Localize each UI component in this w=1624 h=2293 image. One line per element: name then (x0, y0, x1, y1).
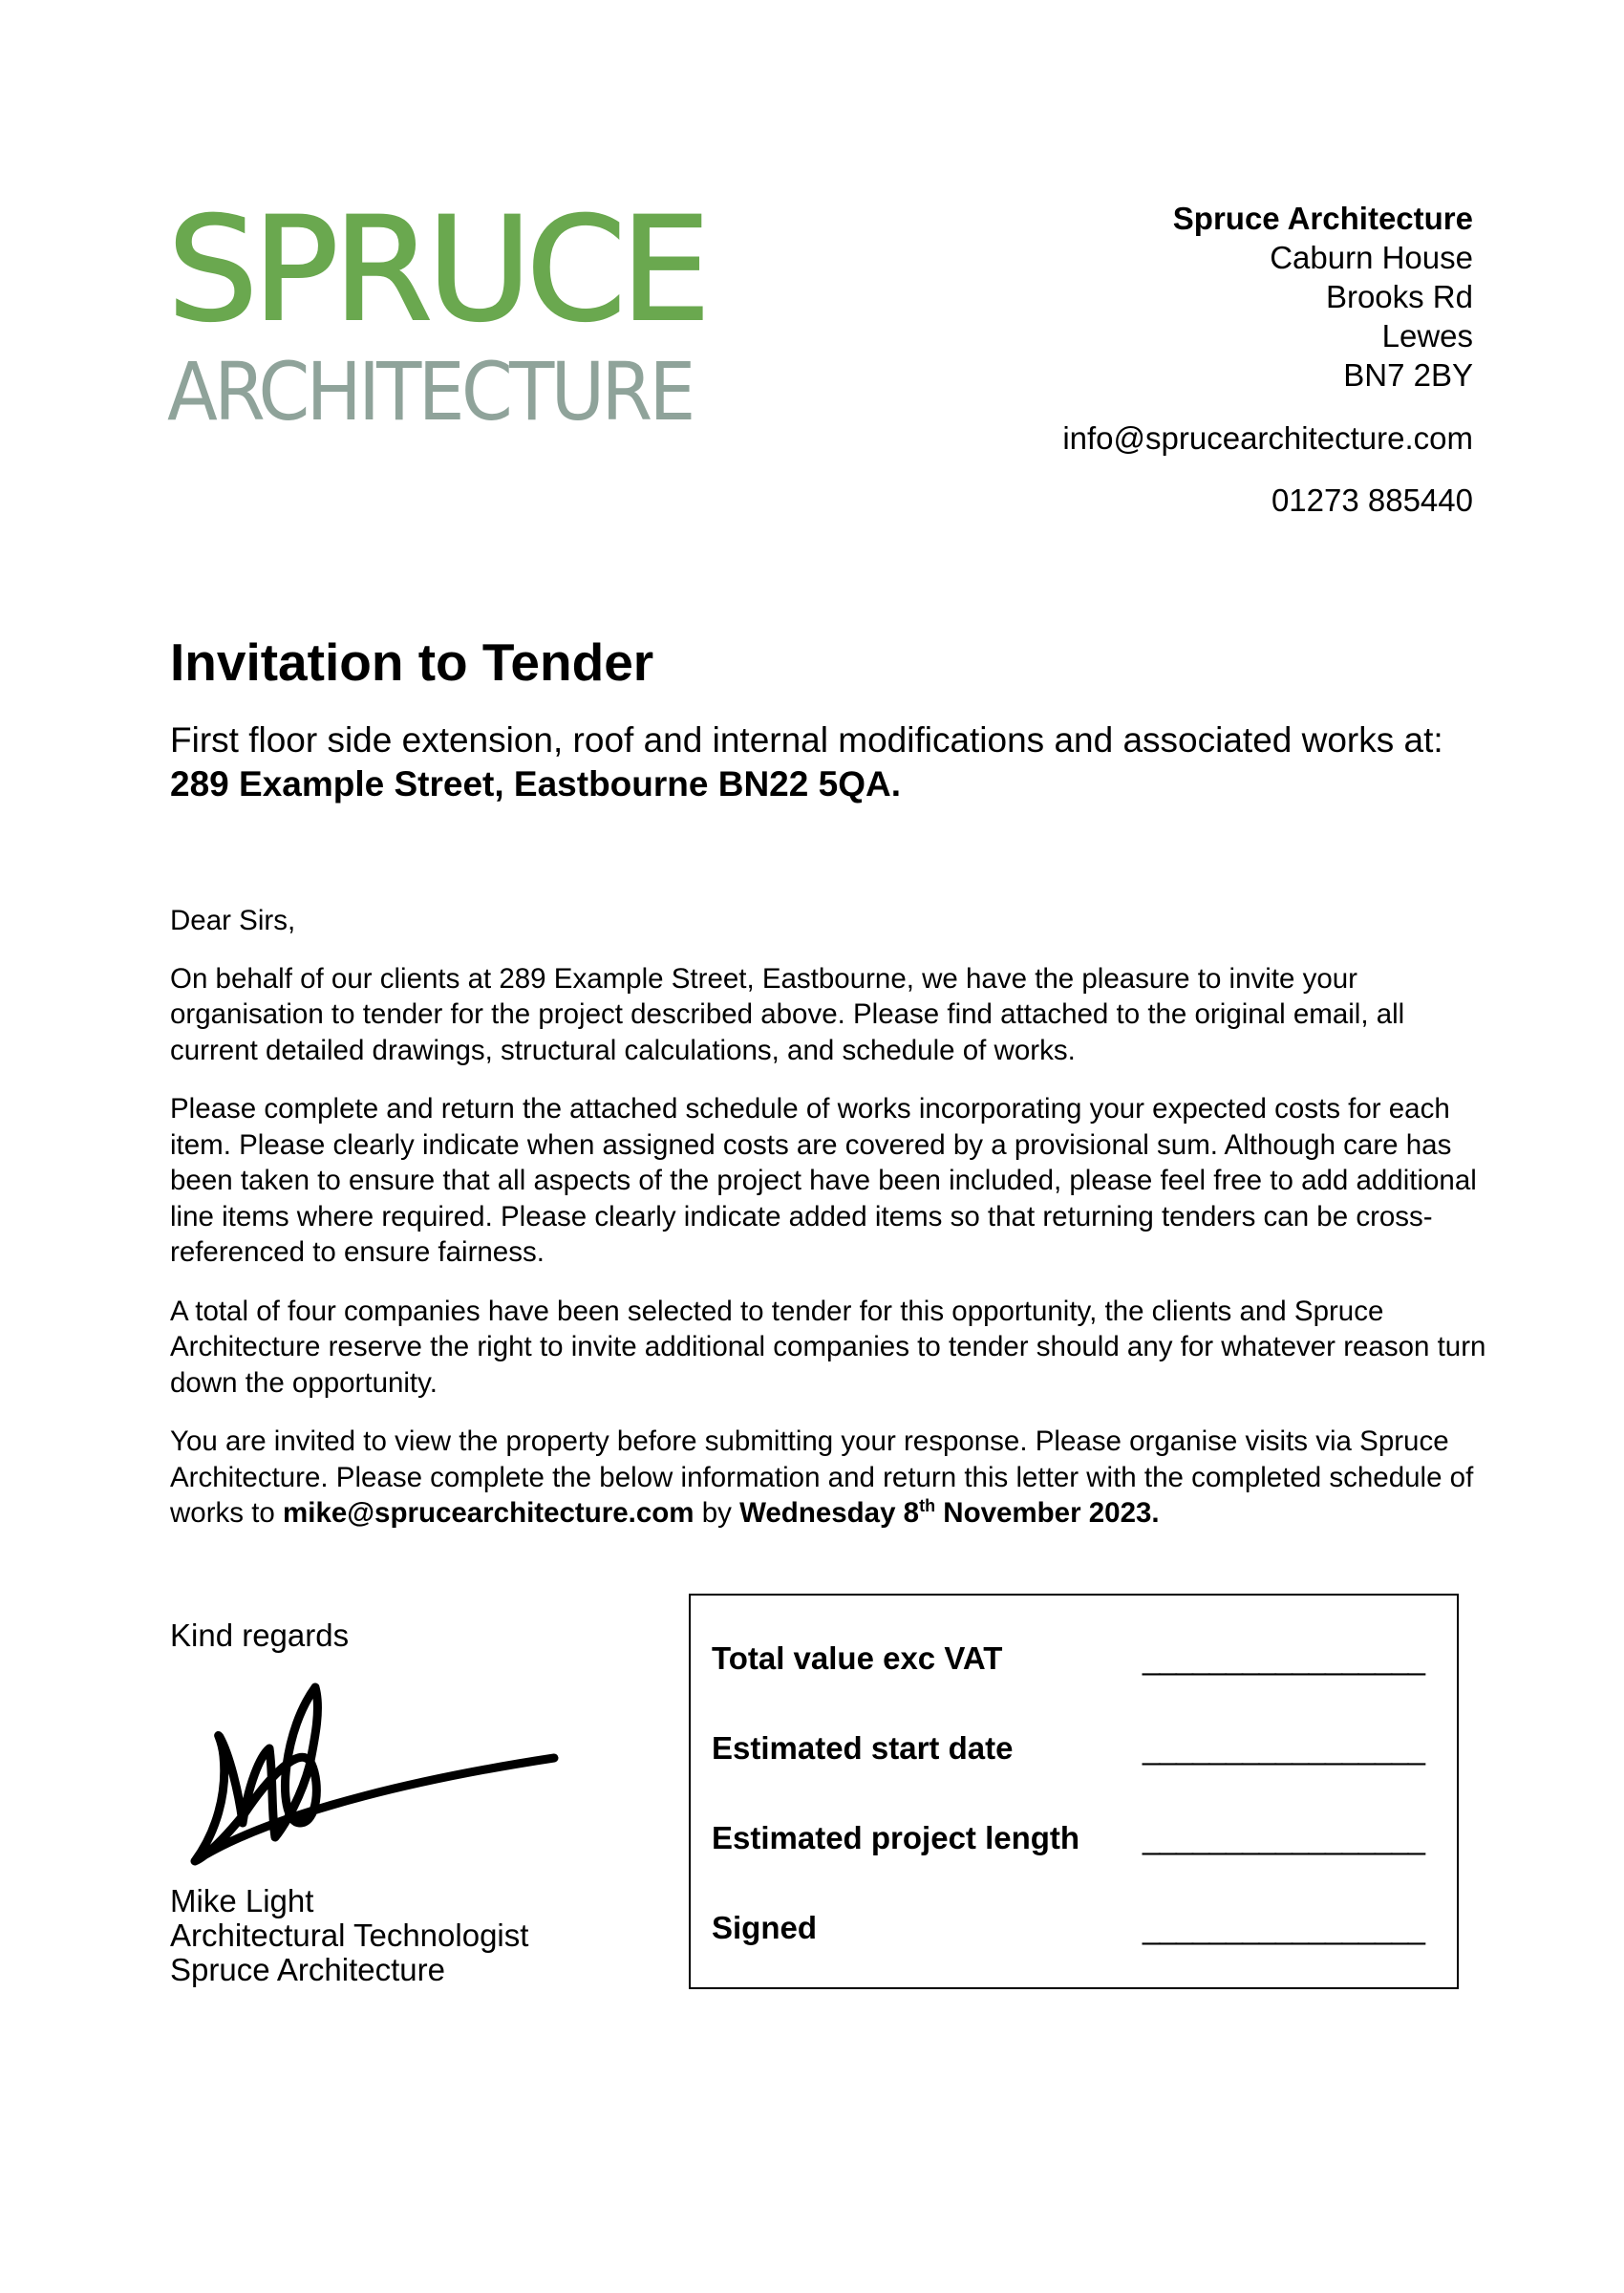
start-date-field[interactable]: _________________ (1142, 1730, 1424, 1766)
sender-address-line: Caburn House (1270, 240, 1473, 275)
salutation: Dear Sirs, (170, 905, 296, 936)
sender-company: Spruce Architecture (1172, 201, 1473, 236)
paragraph-deadline (170, 1424, 1488, 1532)
sender-address-block (1062, 199, 1473, 520)
deadline-day: Wednesday 8 (739, 1497, 920, 1529)
sender-phone: 01273 885440 (1271, 482, 1473, 518)
logo-wordmark-spruce: SPRUCE (167, 187, 706, 354)
site-address: 289 Example Street, Eastbourne BN22 5QA. (170, 764, 901, 804)
tender-response-form (689, 1594, 1459, 1989)
deadline-month-year: November 2023. (935, 1497, 1160, 1529)
project-description: First floor side extension, roof and internal modifications and associated works at: (170, 720, 1443, 760)
logo-wordmark-architecture: ARCHITECTURE (167, 345, 693, 439)
form-row-start-date (712, 1727, 1424, 1769)
paragraph: A total of four companies have been selected to tender for this opportunity, the clients and Spruce Architecture reserve the right to invite additional companies to tender should any for whatever reason turn down the opportunity. (170, 1295, 1486, 1399)
form-label-start-date: Estimated start date (712, 1730, 1014, 1766)
handwritten-signature (187, 1680, 560, 1871)
signer-role: Architectural Technologist (170, 1918, 529, 1953)
project-subtitle (170, 718, 1507, 806)
project-length-field[interactable]: _________________ (1142, 1820, 1424, 1855)
signer-name: Mike Light (170, 1883, 314, 1918)
company-logo (167, 187, 779, 439)
form-label-project-length: Estimated project length (712, 1820, 1080, 1855)
sender-address-line: Lewes (1381, 318, 1473, 354)
paragraph: Please complete and return the attached schedule of works incorporating your expected costs for each item. Please clearly indicate when assigned costs are covered by a provisional sum. Although care has been taken to ensure that all aspects of the project have been included, please feel free to add additional line items where required. Please clearly indicate added items so that returning tenders can be cross-referenced to ensure fairness. (170, 1093, 1477, 1268)
deadline-intro-text: You are invited to view the property before submitting your response. Please organise visits via Spruce Architecture. Please complete the below information and return this letter with the completed schedule of works to (170, 1425, 1474, 1529)
sender-address-line: Brooks Rd (1325, 279, 1473, 314)
deadline-ordinal: th (919, 1496, 936, 1515)
letter-body (170, 903, 1488, 1554)
deadline-connector: by (694, 1497, 740, 1529)
form-row-project-length (712, 1817, 1424, 1859)
sender-email: info@sprucearchitecture.com (1062, 420, 1473, 456)
signer-company: Spruce Architecture (170, 1952, 445, 1987)
paragraph: On behalf of our clients at 289 Example Street, Eastbourne, we have the pleasure to invite your organisation to tender for the project described above. Please find attached to the original email, all current detailed drawings, structural calculations, and schedule of works. (170, 962, 1405, 1066)
form-label-signed: Signed (712, 1910, 818, 1945)
form-label-total-value: Total value exc VAT (712, 1640, 1003, 1676)
form-row-total-value (712, 1638, 1424, 1680)
closing: Kind regards (170, 1618, 350, 1653)
total-value-field[interactable]: _________________ (1142, 1640, 1424, 1676)
sender-postcode: BN7 2BY (1343, 357, 1473, 393)
deadline-date (739, 1497, 1160, 1529)
return-email: mike@sprucearchitecture.com (283, 1497, 694, 1529)
signature-field[interactable]: _________________ (1142, 1910, 1424, 1945)
form-row-signed (712, 1907, 1424, 1949)
signer-block (170, 1884, 528, 1987)
document-title: Invitation to Tender (170, 632, 654, 692)
